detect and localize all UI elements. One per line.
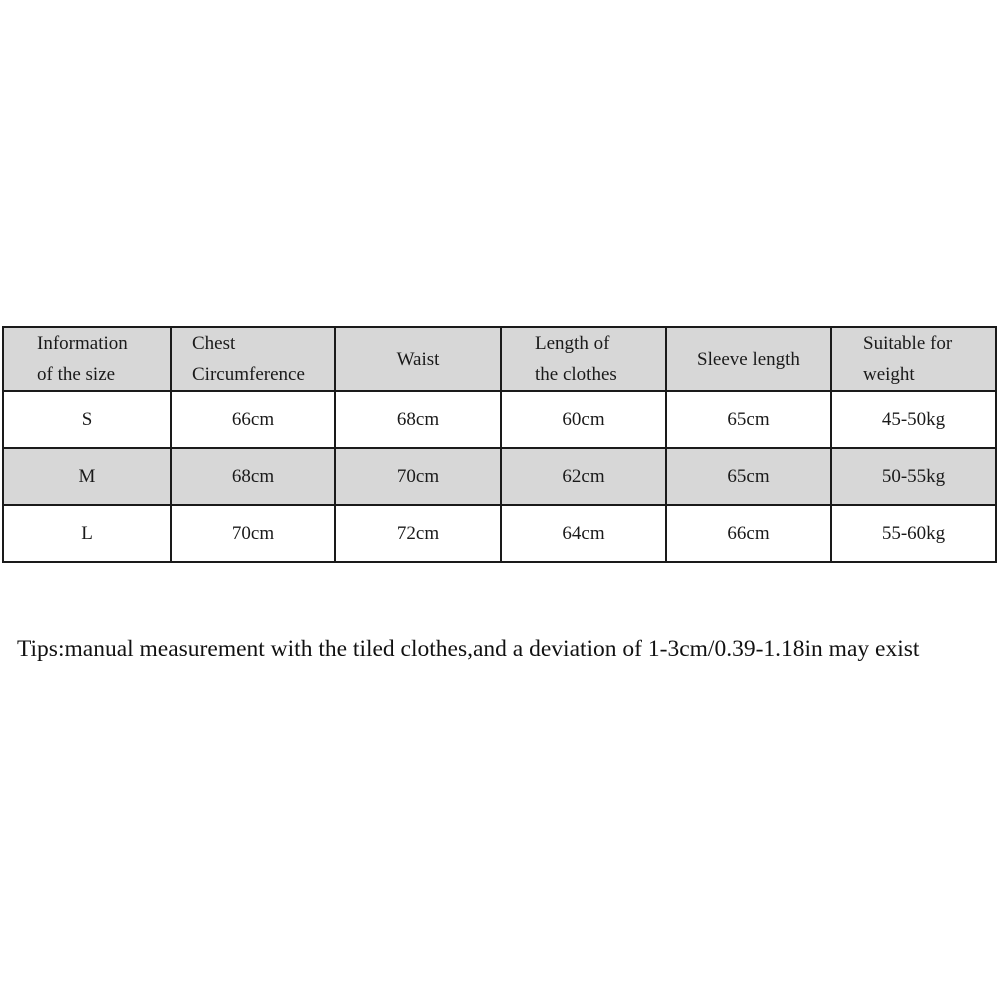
sleeve-cell: 66cm bbox=[666, 505, 831, 562]
header-length bbox=[501, 327, 666, 391]
size-chart-table bbox=[2, 326, 997, 563]
header-line: Information bbox=[37, 333, 128, 354]
length-cell: 64cm bbox=[501, 505, 666, 562]
header-line: the clothes bbox=[535, 364, 617, 385]
header-sleeve bbox=[666, 327, 831, 391]
header-line: Length of bbox=[535, 333, 610, 354]
header-chest bbox=[171, 327, 335, 391]
waist-cell: 72cm bbox=[335, 505, 501, 562]
header-line: Suitable for bbox=[863, 333, 953, 354]
header-waist bbox=[335, 327, 501, 391]
table-row bbox=[3, 505, 996, 562]
table-row bbox=[3, 448, 996, 505]
header-size-info bbox=[3, 327, 171, 391]
weight-cell: 50-55kg bbox=[831, 448, 996, 505]
waist-cell: 68cm bbox=[335, 391, 501, 448]
chest-cell: 70cm bbox=[171, 505, 335, 562]
measurement-tips: Tips:manual measurement with the tiled clothes,and a deviation of 1-3cm/0.39-1.18in may exist bbox=[17, 636, 920, 662]
size-cell: L bbox=[3, 505, 171, 562]
sleeve-cell: 65cm bbox=[666, 391, 831, 448]
chest-cell: 68cm bbox=[171, 448, 335, 505]
waist-cell: 70cm bbox=[335, 448, 501, 505]
header-line: weight bbox=[863, 364, 915, 385]
sleeve-cell: 65cm bbox=[666, 448, 831, 505]
chest-cell: 66cm bbox=[171, 391, 335, 448]
weight-cell: 55-60kg bbox=[831, 505, 996, 562]
header-line: Waist bbox=[396, 348, 440, 370]
table-header-row bbox=[3, 327, 996, 391]
size-cell: M bbox=[3, 448, 171, 505]
header-weight bbox=[831, 327, 996, 391]
length-cell: 62cm bbox=[501, 448, 666, 505]
length-cell: 60cm bbox=[501, 391, 666, 448]
header-line: Chest bbox=[192, 333, 236, 354]
header-line: Sleeve length bbox=[697, 348, 800, 370]
header-line: Circumference bbox=[192, 364, 305, 385]
size-cell: S bbox=[3, 391, 171, 448]
table-row bbox=[3, 391, 996, 448]
header-line: of the size bbox=[37, 364, 116, 385]
weight-cell: 45-50kg bbox=[831, 391, 996, 448]
